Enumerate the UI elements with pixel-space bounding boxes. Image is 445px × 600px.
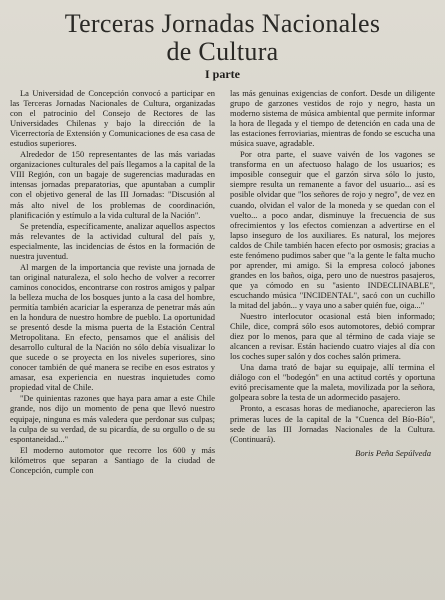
paragraph: Una dama trató de bajar su equipaje, allí termina el diálogo con el "bodegón" en una actitud cortés y oportuna evitó precisamente que la maleta, movilizada por la señora, golpeara sobre la testa de un adormecido pasajero.	[230, 362, 435, 403]
article-title-line-2: de Cultura	[166, 37, 279, 66]
paragraph: Al margen de la importancia que reviste una jornada de tan original naturaleza, el solo hecho de volver a recorrer caminos conocidos, encontrarse con rostros amigos y palpar la belleza mucha de los bosques junto a la casa del hombre, permitía también acariciar la esperanza de penetrar más aún en la hondura de nuestro hombre de pueblo. La oportunidad se presentó desde la misma puerta de la Estación Central Metropolitana. En efecto, pensamos que el análisis del desarrollo cultural de la Nación no sólo debía visualizar lo que sucede o se proyecta en los niveles superiores, sino conocer también de qué manera se recibe en esos estratos y amasar, esa experiencia en nuestras inquietudes como propiedad vital de Chile.	[10, 261, 215, 393]
paragraph: Pronto, a escasas horas de medianoche, aparecieron las primeras luces de la capital de la "Cuenca del Bío-Bío", sede de las III Jornadas Nacionales de la Cultura. (Continuará).	[230, 403, 435, 444]
paragraph: Se pretendía, específicamente, analizar aquellos aspectos más relevantes de la actividad cultural del país y, especialmente, las incidencias de éstos en la formación de nuestra juventud.	[10, 220, 215, 261]
article-body	[10, 88, 435, 475]
article-subtitle: I parte	[205, 67, 240, 81]
article-title-line-1: Terceras Jornadas Nacionales	[64, 9, 381, 38]
paragraph: Nuestro interlocutor ocasional está bien informado; Chile, dice, comprá sólo esos automotores, debió comprar diez por lo menos, para que al término de cada viaje se alcancen a revisar. Están haciendo cuatro viajes al día con los coches super salón y dos coches salón primera.	[230, 311, 435, 362]
paragraph: El moderno automotor que recorre los 600 y más kilómetros que separan a Santiago de la ciudad de Concepción, cumple con	[10, 444, 215, 475]
paragraph: La Universidad de Concepción convocó a participar en las Terceras Jornadas Nacionales de Cultura, organizadas con el patrocinio del Consejo de Rectores de las Universidades Chilenas y bajo la dirección de la Vicerrectoría de Extensión y Comunicaciones de esa casa de estudios superiores.	[10, 88, 215, 149]
left-column	[10, 88, 215, 475]
right-column	[230, 88, 435, 475]
paragraph: Alrededor de 150 representantes de las más variadas organizaciones culturales del país llegamos a la capital de la VIII Región, con un bagaje de sugerencias maduradas en intensas jornadas preparatorias, que apuntaban a cumplir con el objetivo general de las III Jornadas: "Discusión al más alto nivel de los problemas de coordinación, planificación y estímulo a la vida cultural de la Nación".	[10, 149, 215, 220]
author-signature: Boris Peña Sepúlveda	[355, 447, 431, 458]
paragraph: Por otra parte, el suave vaivén de los vagones se transforma en un afectuoso halago de los usuarios; es imposible conseguir que el garzón sirva sólo lo justo, siempre resulta un remanente a favor del usuario... así es posible olvidar que "los señores de rojo y negro", de vez en cuando, olvidan el valor de la moneda y se quedan con el vuelto... a poco andar, disminuye la frecuencia de sus ofrecimientos y los efectos comienzan a advertirse en el lapso inseguro de los auxiliares. Es natural, los mejores caldos de Chile también hacen efecto por osmosis; gracias a este fenómeno pudimos saber que "a la gente le falta mucho por aprender, mi amigo. Si la empresa colocó jabones grandes en los baños, oiga, pero uno de nuestros pasajeros, que ya cómodo en su "asiento INDECLINABLE", escuchando música "INCIDENTAL", sacó con un cuchillo la mitad del jabón... y vaya uno a saber quién fue, oiga..."	[230, 149, 435, 310]
paragraph: "De quinientas razones que haya para amar a este Chile grande, nos dijo un momento de pena que llevó nuestro equipaje, ninguna es más valedera que perdonar sus culpas; la culpa de su verdad, de su picardía, de su orgullo o de su espontaneidad..."	[10, 393, 215, 444]
paragraph: las más genuinas exigencias de confort. Desde un diligente grupo de garzones vestidos de rojo y negro, hasta un moderno sistema de música ambiental que permite informar la hora de llegada y el tiempo de detención en cada una de las estaciones ferroviarias, mientras de fondo se escucha una música suave, agradable.	[230, 88, 435, 149]
